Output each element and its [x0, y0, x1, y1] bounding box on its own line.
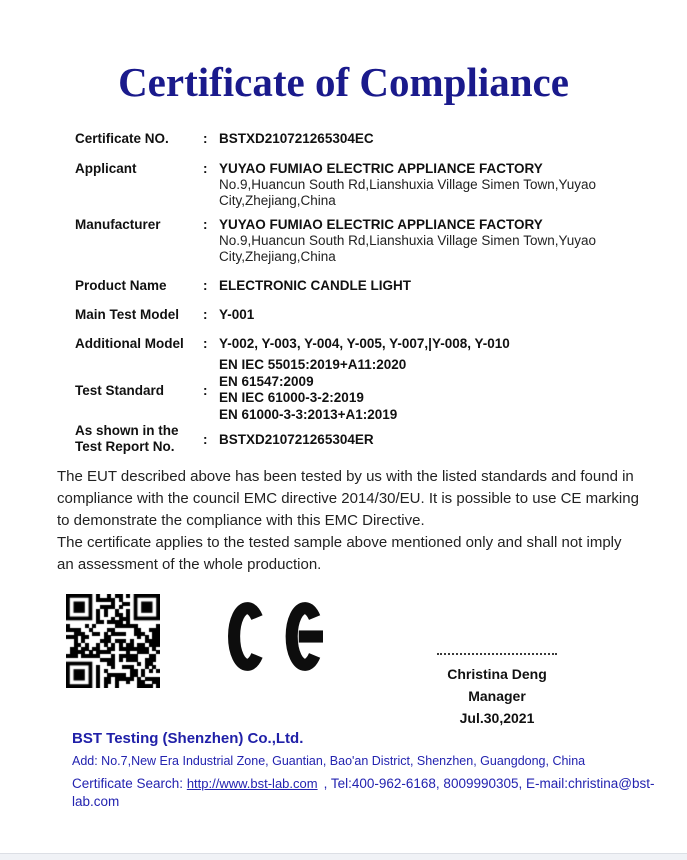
test-standard-line: EN IEC 61000-3-2:2019 — [219, 390, 364, 405]
field-value: ELECTRONIC CANDLE LIGHT — [219, 278, 411, 293]
signer-title: Manager — [468, 688, 526, 704]
lab-address: Add: No.7,New Era Industrial Zone, Guantian, Bao'an District, Shenzhen, Guangdong, China — [72, 754, 586, 768]
field-label: Applicant — [75, 161, 137, 176]
certificate-search-line — [72, 775, 667, 811]
field-label: Certificate NO. — [75, 131, 169, 146]
manufacturer-address-line2: City,Zhejiang,China — [219, 249, 336, 264]
field-applicant — [75, 160, 651, 209]
field-additional-model — [75, 335, 651, 352]
field-colon: : — [203, 336, 208, 351]
field-colon: : — [203, 217, 208, 232]
manufacturer-name: YUYAO FUMIAO ELECTRIC APPLIANCE FACTORY — [219, 217, 543, 232]
field-value: Y-002, Y-003, Y-004, Y-005, Y-007,|Y-008, Y-010 — [219, 336, 510, 351]
field-value — [219, 357, 651, 423]
field-test-report-no — [75, 423, 651, 455]
contact-info: , Tel:400-962-6168, 8009990305, E-mail:christina@bst-lab.com — [72, 776, 655, 809]
field-product-name — [75, 277, 651, 294]
certificate-search-label: Certificate Search: — [72, 776, 184, 791]
field-label-line2: Test Report No. — [75, 439, 175, 454]
signature-date: Jul.30,2021 — [459, 710, 535, 726]
applicant-address-line1: No.9,Huancun South Rd,Lianshuxia Village Simen Town,Yuyao — [219, 177, 596, 192]
field-manufacturer — [75, 216, 651, 265]
field-colon: : — [203, 382, 208, 398]
field-value: BSTXD210721265304EC — [219, 131, 374, 146]
field-colon: : — [203, 161, 208, 176]
lab-company-name: BST Testing (Shenzhen) Co.,Ltd. — [72, 730, 304, 747]
lab-footer — [72, 729, 667, 811]
applicant-name: YUYAO FUMIAO ELECTRIC APPLIANCE FACTORY — [219, 161, 543, 176]
field-colon: : — [203, 131, 208, 146]
field-value: BSTXD210721265304ER — [219, 431, 374, 447]
applicant-address-line2: City,Zhejiang,China — [219, 193, 336, 208]
page-bottom-edge — [0, 853, 687, 860]
field-label: Manufacturer — [75, 217, 161, 232]
signer-name: Christina Deng — [447, 666, 547, 682]
field-colon: : — [203, 307, 208, 322]
test-standard-line: EN 61000-3-3:2013+A1:2019 — [219, 406, 398, 422]
test-standard-line: EN IEC 55015:2019+A11:2020 — [219, 357, 407, 372]
qr-code — [66, 594, 160, 688]
manufacturer-address-line1: No.9,Huancun South Rd,Lianshuxia Village Simen Town,Yuyao — [219, 233, 596, 248]
ce-mark-icon — [228, 601, 324, 672]
field-value — [219, 216, 651, 265]
page-title: Certificate of Compliance — [118, 59, 569, 105]
certificate-fields — [75, 130, 651, 455]
statement-part1: The EUT described above has been tested by us with the listed standards and found in compliance with the council EMC directive 2014/30/EU. It is possible to use CE marking to demonstrate the compliance with this EMC Directive. — [57, 468, 639, 529]
test-standard-line: EN 61547:2009 — [219, 373, 314, 389]
field-label: Additional Model — [75, 336, 184, 351]
statement-part2: The certificate applies to the tested sample above mentioned only and shall not imply an assessment of the whole production. — [57, 534, 622, 573]
field-value — [219, 160, 651, 209]
field-label-line1: As shown in the — [75, 423, 179, 438]
field-colon: : — [203, 431, 208, 447]
field-certificate-no — [75, 130, 651, 147]
field-value: Y-001 — [219, 307, 255, 322]
field-label — [75, 423, 203, 455]
field-label: Product Name — [75, 278, 167, 293]
field-label: Main Test Model — [75, 307, 180, 322]
field-colon: : — [203, 278, 208, 293]
field-test-standard — [75, 357, 651, 423]
signature-dotted-line — [437, 649, 557, 655]
field-main-test-model — [75, 306, 651, 323]
compliance-statement — [57, 466, 639, 576]
certificate-search-link[interactable]: http://www.bst-lab.com — [186, 776, 318, 791]
field-label: Test Standard — [75, 382, 165, 398]
signature-block — [417, 649, 577, 729]
